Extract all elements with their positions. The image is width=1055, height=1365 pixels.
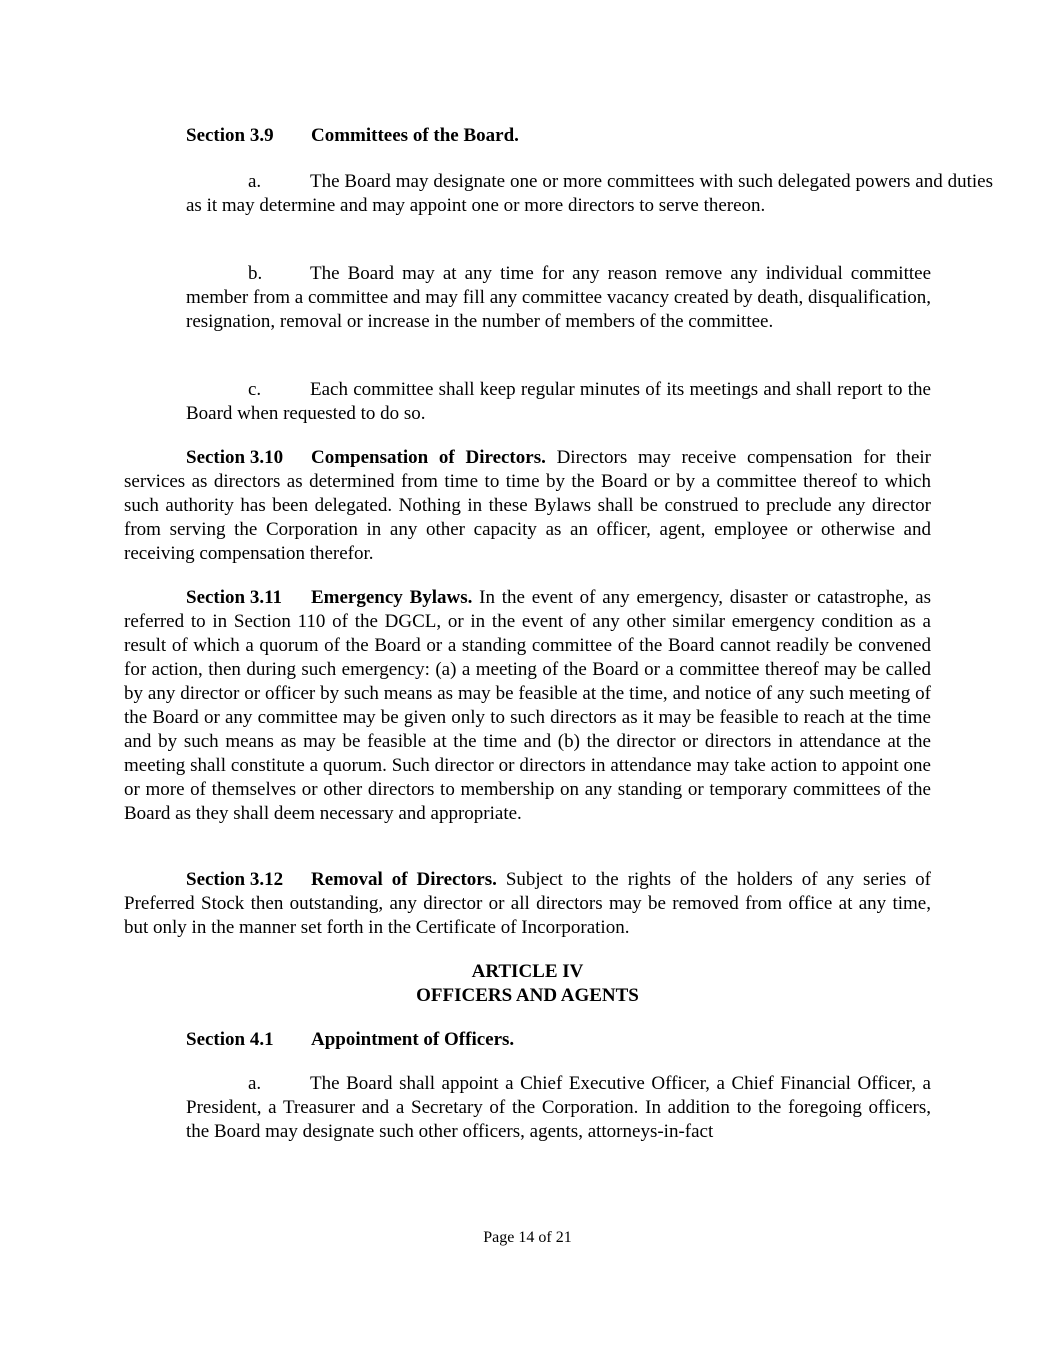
article-number: ARTICLE IV xyxy=(471,961,584,982)
section-3-10-paragraph xyxy=(124,446,931,566)
section-title: Compensation of Directors. xyxy=(311,447,546,468)
section-3-9-item-b xyxy=(186,262,931,334)
section-3-12-paragraph xyxy=(124,868,931,940)
article-title: OFFICERS AND AGENTS xyxy=(416,985,639,1006)
section-number: Section 4.1 xyxy=(186,1029,274,1050)
item-text: The Board may designate one or more committees with such delegated powers and duties as it may determine and may appoint one or more directors to serve thereon. xyxy=(186,171,993,216)
section-title: Appointment of Officers. xyxy=(311,1029,515,1050)
item-text: Each committee shall keep regular minutes of its meetings and shall report to the Board when requested to do so. xyxy=(186,379,931,424)
section-3-9-item-a xyxy=(186,170,993,218)
section-4-1-item-a xyxy=(186,1072,931,1144)
item-text: The Board shall appoint a Chief Executive Officer, a Chief Financial Officer, a President, a Treasurer and a Secretary of the Corporation. In addition to the foregoing officers, the Board may designate such other officers, agents, attorneys-in-fact xyxy=(186,1073,931,1142)
section-number: Section 3.10 xyxy=(186,447,284,468)
section-body: Directors may receive compensation for their services as directors as determined from time to time by the Board or by a committee thereof to which such authority has been delegated. Nothing in these Bylaws shall be construed to preclude any director from serving the Corporation in any other capacity as an officer, agent, employee or otherwise and receiving compensation therefor. xyxy=(124,447,931,564)
section-body: Subject to the rights of the holders of any series of Preferred Stock then outstanding, any director or all directors may be removed from office at any time, but only in the manner set forth in the Certificate of Incorporation. xyxy=(124,869,931,938)
section-3-11-paragraph xyxy=(124,586,931,826)
section-body: In the event of any emergency, disaster or catastrophe, as referred to in Section 110 of the DGCL, or in the event of any other similar emergency condition as a result of which a quorum of the Board or a standing committee of the Board cannot readily be convened for action, then during such emergency: (a) a meeting of the Board or a committee thereof may be called by any director or officer by such means as may be feasible at the time, and notice of any such meeting of the Board or any committee may be given only to such directors as it may be feasible to reach at the time and by such means as may be feasible at the time and (b) the director or directors in attendance at the meeting shall constitute a quorum. Such director or directors in attendance may take action to appoint one or more of themselves or other directors to membership on any standing or temporary committees of the Board as they shall deem necessary and appropriate. xyxy=(124,587,931,824)
section-title: Committees of the Board. xyxy=(311,125,519,146)
section-number: Section 3.11 xyxy=(186,587,283,608)
section-number: Section 3.12 xyxy=(186,869,284,890)
article-heading xyxy=(124,960,931,1008)
item-label: b. xyxy=(248,263,263,284)
item-text: The Board may at any time for any reason remove any individual committee member from a committee and may fill any committee vacancy created by death, disqualification, resignation, removal or increase in the number of members of the committee. xyxy=(186,263,931,332)
section-title: Emergency Bylaws. xyxy=(311,587,473,608)
item-label: a. xyxy=(248,1073,262,1094)
section-3-9-heading xyxy=(186,124,519,148)
page-number-footer: Page 14 of 21 xyxy=(483,1229,572,1246)
item-label: c. xyxy=(248,379,262,400)
section-number: Section 3.9 xyxy=(186,125,274,146)
section-3-9-item-c xyxy=(186,378,931,426)
section-title: Removal of Directors. xyxy=(311,869,497,890)
item-label: a. xyxy=(248,171,262,192)
section-4-1-heading xyxy=(186,1028,514,1052)
